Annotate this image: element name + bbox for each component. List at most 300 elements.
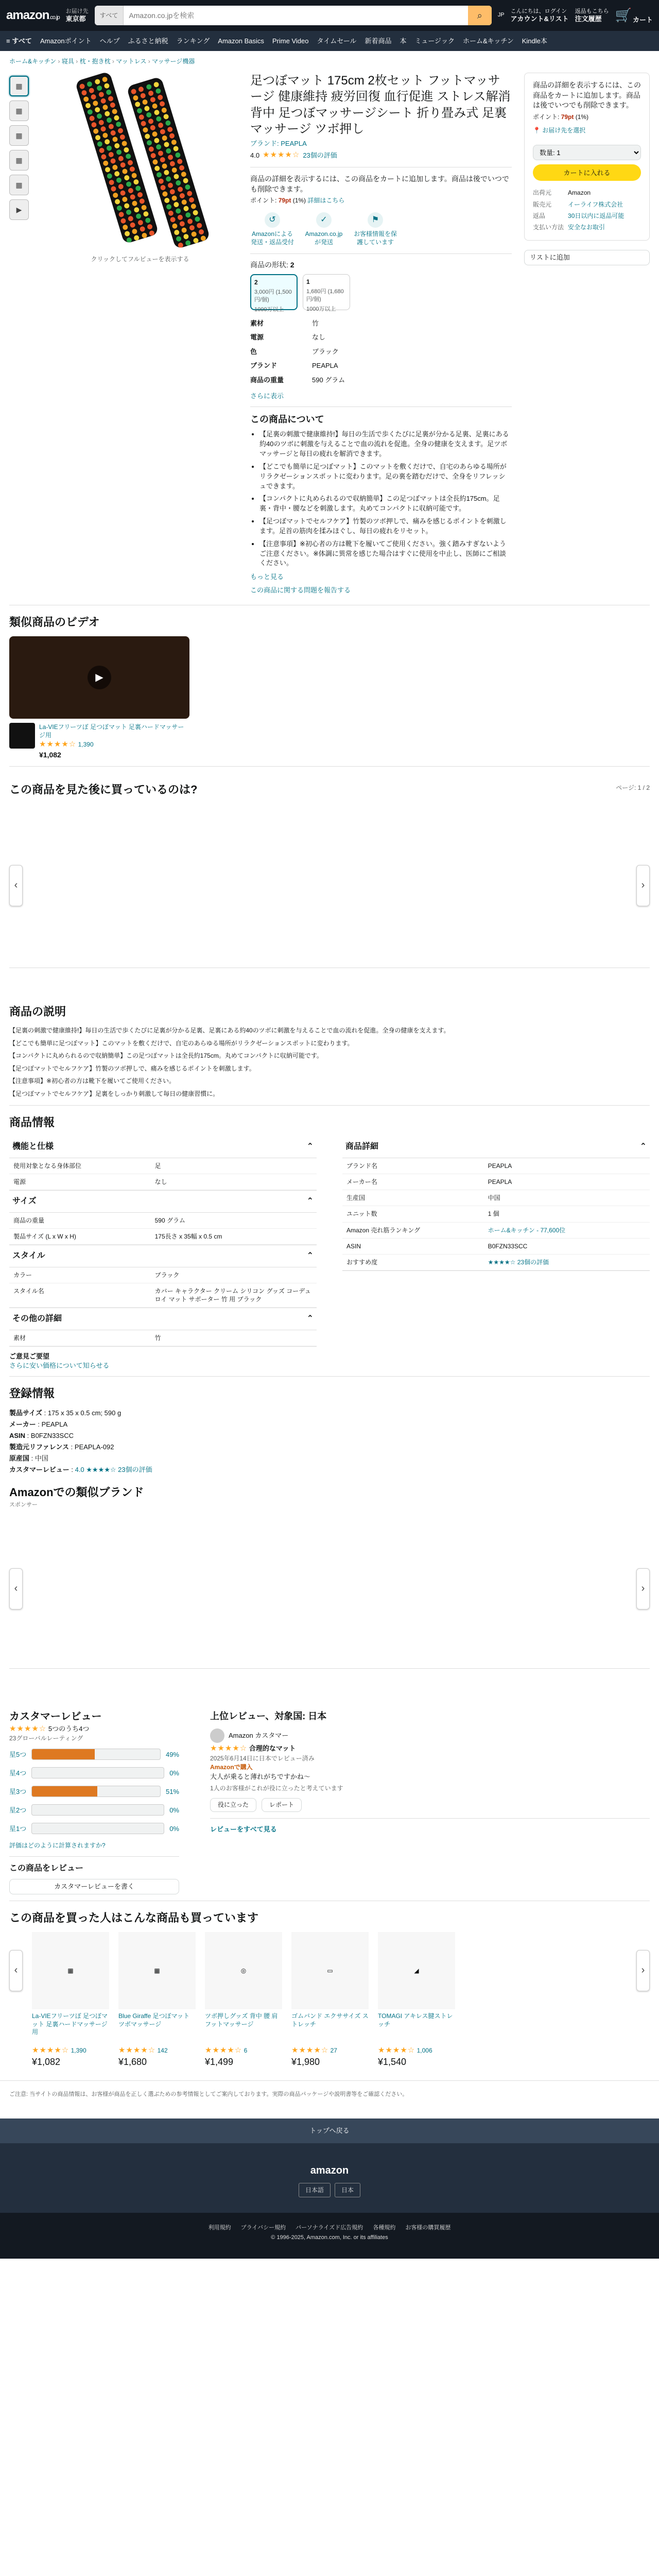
trust-badge-label: Amazon.co.jp が発送 <box>305 230 343 246</box>
product-card-title[interactable]: La-VIEフリーツぼ 足つぼマット 足裏ハードマッサージ用 <box>32 2012 108 2036</box>
product-card-title[interactable]: TOMAGI アキレス腱ストレッチ <box>378 2012 453 2028</box>
ship-key: 出荷元 <box>533 189 552 197</box>
nav-item[interactable]: Amazon Basics <box>218 37 264 45</box>
registration-title: 登録情報 <box>9 1387 55 1400</box>
video-player[interactable] <box>9 636 189 719</box>
breadcrumb-item[interactable]: › マッサージ機器 <box>148 58 195 65</box>
accordion-title: サイズ <box>12 1197 37 1206</box>
nav-item[interactable]: ミュージック <box>414 37 455 45</box>
info-row <box>342 1190 650 1206</box>
mat-stone <box>160 157 166 163</box>
info-key: Amazon 売れ筋ランキング <box>342 1222 484 1238</box>
mat-stone <box>118 183 124 190</box>
product-card-count: 1,390 <box>71 2046 86 2054</box>
mat-stone <box>162 163 168 169</box>
product-card-price: ¥1,499 <box>205 2057 234 2067</box>
footer-logo[interactable]: amazon <box>310 2164 349 2176</box>
histogram-row[interactable] <box>9 1749 179 1760</box>
points-detail: (1%) <box>292 197 306 205</box>
mat-stone <box>97 141 103 147</box>
divider <box>9 1376 650 1377</box>
mat-stone <box>87 109 93 115</box>
cart-icon: 🛒 <box>615 7 632 23</box>
amazon-logo[interactable] <box>6 7 60 24</box>
shipping-info <box>533 187 628 233</box>
seller-link[interactable]: イーライフ株式会社 <box>568 200 623 208</box>
histogram-bar <box>31 1749 161 1760</box>
reg-row: 製造元リファレンス : PEAPLA-092 <box>9 1443 114 1451</box>
chevron-left-icon[interactable]: ‹ <box>9 1568 23 1609</box>
points-row <box>250 196 512 205</box>
mat-stone <box>135 185 141 192</box>
nav-all[interactable]: ≡ すべて <box>6 37 32 45</box>
mat-stone <box>163 113 169 120</box>
mat-stone <box>121 141 127 147</box>
deliver-to-label: お届け先 <box>65 8 89 14</box>
product-card-image: ▦ <box>32 1932 109 2009</box>
mat-stone <box>133 207 140 213</box>
mat-stone <box>108 124 114 130</box>
thumbnail[interactable]: ▦ <box>9 100 29 121</box>
mat-stone <box>155 144 162 150</box>
add-to-cart-button[interactable]: カートに入れる <box>533 164 641 181</box>
about-title: この商品について <box>250 414 324 425</box>
nav-item[interactable]: ふるさと納税 <box>128 37 168 45</box>
mat-stone <box>127 188 133 194</box>
helpful-button[interactable]: 役に立った <box>210 1798 256 1812</box>
info-value: 足 <box>151 1158 317 1174</box>
chevron-up-icon: ⌃ <box>639 1142 647 1151</box>
accordion-header[interactable] <box>9 1308 317 1330</box>
reviews-title: カスタマーレビュー <box>9 1711 102 1722</box>
reg-key: 製品サイズ <box>9 1409 42 1417</box>
mat-stone <box>125 181 131 188</box>
product-card-image: ◎ <box>205 1932 282 2009</box>
search-category[interactable]: すべて <box>95 6 124 25</box>
mat-stone <box>126 237 132 243</box>
info-value: PEAPLA <box>484 1174 650 1190</box>
video-product-image <box>9 723 35 749</box>
mat-stone <box>153 109 160 115</box>
reviewer-name: Amazon カスタマー <box>229 1731 289 1739</box>
footer-link[interactable]: プライバシー規約 <box>240 2224 286 2231</box>
info-row <box>342 1174 650 1190</box>
orders-line2: 注文履歴 <box>575 14 602 23</box>
top-reviews-title: 上位レビュー、対象国: 日本 <box>210 1711 327 1721</box>
carousel-page: ページ: 1 / 2 <box>616 784 650 792</box>
info-value: 中国 <box>484 1190 650 1206</box>
mat-stone <box>104 111 110 117</box>
description-title: 商品の説明 <box>9 1005 66 1019</box>
shipped-icon: ✓ <box>316 212 332 228</box>
rating-stars[interactable]: ★★★★☆ <box>263 150 300 160</box>
mat-stone <box>94 79 100 85</box>
chevron-left-icon[interactable]: ‹ <box>9 865 23 906</box>
product-card-title[interactable]: ツボ押しグッズ 背中 腰 肩 フットマッサージ <box>205 2012 278 2028</box>
mat-stone <box>124 231 130 237</box>
main-product-image[interactable] <box>42 73 238 248</box>
product-card-stars: ★★★★☆ <box>205 2045 242 2055</box>
variant-name: 1 <box>306 278 310 285</box>
about-more-link[interactable]: もっと見る <box>250 573 284 581</box>
orders-link[interactable] <box>575 8 609 23</box>
nav-item[interactable]: Prime Video <box>272 37 309 45</box>
info-value: 175長さ x 35幅 x 0.5 cm <box>151 1229 317 1245</box>
payment-link[interactable]: 安全なお取引 <box>568 223 605 231</box>
histogram-row[interactable] <box>9 1804 179 1816</box>
divider <box>9 766 650 767</box>
mat-stone <box>150 152 156 159</box>
mat-stone <box>161 135 167 141</box>
product-card-count: 142 <box>157 2046 168 2054</box>
mat-stone <box>119 134 125 140</box>
mat-stone <box>94 107 100 113</box>
all-reviews-link[interactable]: レビューをすべて見る <box>210 1825 277 1834</box>
spec-row <box>250 359 351 373</box>
registration-section <box>0 1376 659 1476</box>
mat-stone <box>171 167 177 173</box>
mat-stone <box>168 210 174 216</box>
nav-item[interactable]: ヘルプ <box>99 37 120 45</box>
mat-stone <box>159 101 165 107</box>
brand-link[interactable]: ブランド: PEAPLA <box>250 139 307 147</box>
info-value: カバー キャラクター クリーム シリコン グッズ コーデュロイ マット サポーター 竹 用 ブラック <box>151 1283 317 1307</box>
info-key: カラー <box>9 1267 151 1283</box>
product-card-title[interactable]: ゴムバンド エクササイズ ストレッチ <box>291 2012 369 2028</box>
mat-stone <box>155 88 161 94</box>
mat-stone <box>106 89 112 95</box>
brands-carousel <box>9 1509 650 1669</box>
review-helpful-count: 1人のお客様がこれが役に立ったと考えています <box>210 1784 343 1792</box>
price-notice: 商品の詳細を表示するには、この商品をカートに追加します。商品は後でいつでも削除できます。 <box>250 174 509 194</box>
nav-item[interactable]: Kindle本 <box>522 37 547 45</box>
chevron-up-icon: ⌃ <box>306 1251 314 1261</box>
mat-stone <box>102 104 108 110</box>
histogram-row[interactable] <box>9 1786 179 1797</box>
mat-stone <box>108 96 114 102</box>
variant-selector <box>250 260 512 313</box>
nav-item[interactable]: ホーム&キッチン <box>462 37 514 45</box>
accordion-header[interactable] <box>9 1245 317 1267</box>
accordion-header[interactable] <box>9 1191 317 1213</box>
product-card[interactable] <box>205 1932 282 2069</box>
avatar <box>210 1728 224 1743</box>
accordion-header[interactable] <box>9 1136 317 1158</box>
sponsored-label: スポンサー <box>9 1502 38 1509</box>
cart-button[interactable] <box>615 6 653 24</box>
mat-stone <box>147 90 153 96</box>
histogram-bar <box>31 1804 164 1816</box>
top-reviews <box>210 1710 650 1894</box>
mat-stone <box>149 97 155 103</box>
info-row <box>9 1213 317 1229</box>
rating-link[interactable]: ★★★★☆ 23個の評価 <box>484 1254 650 1270</box>
footer-link[interactable]: 各種規約 <box>373 2224 396 2231</box>
back-to-top[interactable]: トップへ戻る <box>0 2119 659 2143</box>
mat-stone <box>193 238 199 244</box>
bought-also-section <box>0 1901 659 2068</box>
spec-more-link[interactable]: さらに表示 <box>250 392 284 400</box>
reg-row: 製品サイズ : 175 x 35 x 0.5 cm; 590 g <box>9 1409 122 1417</box>
nav-item[interactable]: 新着商品 <box>365 37 392 45</box>
how-calculated-link[interactable]: 評価はどのように計算されますか? <box>9 1842 106 1850</box>
deliver-link[interactable]: 📍 お届け先を選択 <box>533 127 586 134</box>
deliver-link-label: お届け先を選択 <box>542 127 586 134</box>
mat-stone <box>172 146 179 152</box>
info-key: 使用対象となる身体部位 <box>9 1158 151 1174</box>
video-product-count[interactable]: 1,390 <box>78 741 94 749</box>
mat-stone <box>171 223 178 229</box>
info-key: ASIN <box>342 1238 484 1254</box>
info-row <box>9 1158 317 1174</box>
accordion <box>342 1136 650 1271</box>
mat-stone <box>106 145 112 151</box>
mat-stone <box>144 133 150 140</box>
footer-link[interactable]: 利用規約 <box>208 2224 231 2231</box>
search-icon[interactable]: ⌕ <box>468 6 492 25</box>
product-card[interactable] <box>32 1932 109 2069</box>
mat-stone <box>164 197 170 204</box>
play-icon[interactable]: ▶ <box>88 666 111 689</box>
mat-stone <box>110 158 116 164</box>
chevron-right-icon[interactable]: › <box>636 865 650 906</box>
reg-key: 原産国 <box>9 1454 30 1463</box>
accordion-title: スタイル <box>12 1251 45 1261</box>
footer-country[interactable]: 日本 <box>335 2183 360 2197</box>
spec-key: 色 <box>250 347 257 355</box>
report-link[interactable]: この商品に関する問題を報告する <box>250 586 351 594</box>
buy-box <box>524 73 650 241</box>
mat-stone <box>112 192 118 198</box>
trust-badge[interactable] <box>250 212 294 246</box>
info-key: ユニット数 <box>342 1206 484 1222</box>
returns-link[interactable]: 30日以内に返品可能 <box>568 212 625 219</box>
spec-key: ブランド <box>250 362 278 370</box>
search-input[interactable] <box>124 6 467 25</box>
info-key: 製品サイズ (L x W x H) <box>9 1229 151 1245</box>
reg-key: カスタマーレビュー <box>9 1466 70 1474</box>
description-paragraph: 【足裏の刺激で健康維持!】毎日の生活で歩くたびに足裏が分かる足裏、足裏にある約40のツボに刺激を与えることで血の流れを促進。全身の健康を支えます。 <box>9 1027 450 1034</box>
mat-stone <box>98 120 105 126</box>
mat-stone <box>176 236 182 242</box>
ship-row <box>533 199 628 210</box>
main-image-block <box>42 73 238 599</box>
mat-stone <box>169 161 175 167</box>
video-thumbnail[interactable]: ▶ <box>9 199 29 220</box>
chevron-left-icon[interactable]: ‹ <box>9 1950 23 1991</box>
thumbnail[interactable]: ▦ <box>9 175 29 195</box>
account-label: アカウント&リスト <box>510 14 569 23</box>
nav-item[interactable]: タイムセール <box>317 37 357 45</box>
nav-item[interactable]: 本 <box>400 37 407 45</box>
mat-stone <box>162 191 168 197</box>
review <box>210 1728 650 1812</box>
mat-stone <box>133 235 140 241</box>
video-product-title[interactable]: La-VIEフリーツぼ 足つぼマット 足裏ハードマッサージ用 <box>39 723 184 739</box>
points-link[interactable]: 詳細はこちら <box>307 197 345 205</box>
product-details <box>250 73 512 599</box>
chevron-up-icon: ⌃ <box>306 1142 314 1151</box>
report-button[interactable]: レポート <box>262 1798 302 1812</box>
product-card-stars: ★★★★☆ <box>378 2045 415 2055</box>
mat-stone <box>145 217 151 224</box>
mat-stone <box>169 189 176 195</box>
also-viewed-section <box>0 766 659 969</box>
ranking-link[interactable]: ホーム&キッチン - 77,600位 <box>484 1222 650 1238</box>
mat-stone <box>114 171 120 177</box>
thumbnail[interactable]: ▦ <box>9 76 29 96</box>
spec-key: 素材 <box>250 319 264 327</box>
chevron-right-icon[interactable]: › <box>636 1950 650 1991</box>
trust-badge[interactable] <box>302 212 346 246</box>
mat-stone <box>115 149 122 155</box>
write-review-button[interactable]: カスタマーレビューを書く <box>9 1879 179 1894</box>
footer <box>0 2143 659 2213</box>
about-bullet: • 【足つぼマットでセルフケア】竹製のツボ押しで、痛みを感じるポイントを刺激します。足首の筋肉を揉みほぐし、毎日の疲れをリセット。 <box>259 517 512 536</box>
feedback-title: ご意見ご要望 <box>9 1352 50 1361</box>
mat-stone <box>109 102 115 108</box>
brands-title: Amazonでの類似ブランド <box>9 1486 144 1499</box>
rating-row <box>250 150 512 160</box>
breadcrumb-item[interactable]: › マットレス <box>112 58 147 65</box>
info-row <box>9 1174 317 1190</box>
mat-stone <box>141 205 147 211</box>
product-title: 足つぼマット 175cm 2枚セット フットマッサージ 健康維持 疲労回復 血行促進 ストレス解消 背中 足つぼマッサージシート 折り畳み式 足裏マッサージ ツボ押し <box>250 74 511 136</box>
mat-stone <box>137 219 143 226</box>
mat-stone <box>158 150 164 156</box>
mat-stone <box>119 162 126 168</box>
chevron-up-icon: ⌃ <box>306 1314 314 1324</box>
variant-sub: 1000万以上 <box>254 306 284 313</box>
product-card[interactable] <box>291 1932 369 2069</box>
histogram-fill <box>32 1786 97 1797</box>
review-headline[interactable]: 合理的なマット <box>249 1744 296 1753</box>
info-key: メーカー名 <box>342 1174 484 1190</box>
info-row <box>342 1206 650 1222</box>
variant-detail: 1,680円 (1,680円/個) <box>306 288 344 302</box>
info-key: スタイル名 <box>9 1283 151 1307</box>
mat-stone <box>161 107 167 113</box>
footer-link[interactable]: お客様の購買履歴 <box>405 2224 451 2231</box>
mat-stone <box>79 83 85 90</box>
mat-stone <box>139 226 145 232</box>
also-viewed-title: この商品を見た後に買っているのは? <box>9 783 198 796</box>
disclaimer: ご注意: 当サイトの商品情報は、お客様が商品を正しく選ぶための参考情報としてご案内しております。実際の商品パッケージや説明書等をご確認ください。 <box>0 2080 659 2108</box>
mat-stone <box>131 173 137 179</box>
mat-stone <box>122 168 128 175</box>
mat-stone <box>173 201 179 208</box>
mat-stone <box>120 218 126 224</box>
accordion-header[interactable] <box>342 1136 650 1158</box>
product-card[interactable] <box>378 1932 455 2069</box>
mat-stone <box>108 151 114 158</box>
spec-row <box>250 330 351 345</box>
mat-stone <box>183 233 189 240</box>
mat-stone <box>181 199 187 205</box>
breadcrumb-item[interactable]: › 枕・抱き枕 <box>76 58 110 65</box>
rating-count[interactable]: 23個の評価 <box>303 151 337 159</box>
nav-item[interactable]: Amazonポイント <box>40 37 92 45</box>
variant-option[interactable] <box>250 274 298 313</box>
divider <box>250 253 512 254</box>
footer-bottom <box>0 2213 659 2259</box>
mat-stone <box>141 232 147 239</box>
verified-badge: Amazonで購入 <box>210 1764 253 1771</box>
breadcrumb-item[interactable]: ホーム&キッチン <box>9 58 57 65</box>
mat-stone <box>160 184 166 191</box>
product-card-stars: ★★★★☆ <box>291 2045 329 2055</box>
histogram-row[interactable] <box>9 1767 179 1778</box>
mat-stone <box>169 133 175 139</box>
deliver-to[interactable] <box>66 8 89 23</box>
description-paragraph: 【注意事項】※初心者の方は靴下を履いてご使用ください。 <box>9 1077 176 1085</box>
language-selector[interactable]: JP <box>497 12 505 19</box>
histogram-row[interactable] <box>9 1823 179 1834</box>
trust-badge[interactable] <box>353 212 397 246</box>
nav-item[interactable]: ランキング <box>176 37 210 45</box>
mat-stone <box>126 209 132 215</box>
breadcrumb-item[interactable]: › 寝具 <box>58 58 74 65</box>
mat-stone <box>147 224 153 230</box>
add-to-list-button[interactable]: リストに追加 <box>524 250 650 265</box>
divider <box>9 1105 650 1106</box>
variant-option[interactable] <box>303 274 350 310</box>
mat-stone <box>128 215 134 222</box>
chevron-right-icon[interactable]: › <box>636 1568 650 1609</box>
spec-value: PEAPLA <box>312 362 338 370</box>
mat-stone <box>157 122 163 128</box>
breadcrumb <box>0 51 659 73</box>
rating-value: 4.0 <box>250 151 260 159</box>
product-card-title[interactable]: Blue Giraffe 足つぼマット ツボマッサージ <box>118 2012 190 2028</box>
mat-stone <box>129 166 135 172</box>
buybox-points <box>533 113 641 121</box>
account-menu[interactable] <box>511 8 569 23</box>
histogram-label: 星4つ <box>9 1769 27 1777</box>
mat-stone <box>95 134 101 141</box>
feedback-link[interactable]: さらに安い価格について知らせる <box>9 1361 110 1369</box>
quantity-select[interactable] <box>533 145 641 160</box>
ship-row <box>533 187 628 198</box>
product-card[interactable] <box>118 1932 196 2069</box>
mat-stone <box>177 214 183 221</box>
buybox-points-value: 79pt <box>561 113 574 121</box>
mat-stone <box>196 223 202 229</box>
video-product[interactable] <box>9 723 189 760</box>
mat-stone <box>185 212 191 218</box>
reviews-summary-text: 5つのうち4つ <box>48 1725 90 1733</box>
mat-stone <box>200 235 206 242</box>
reg-key: 製造元リファレンス <box>9 1443 70 1451</box>
product-card-price: ¥1,082 <box>32 2057 61 2067</box>
mat-stone <box>142 127 148 133</box>
mat-stone <box>178 242 184 248</box>
product-card-image: ◢ <box>378 1932 455 2009</box>
footer-language[interactable]: 日本語 <box>299 2183 331 2197</box>
spec-table <box>250 316 351 387</box>
points-value: 79pt <box>278 197 291 205</box>
thumbnail[interactable]: ▦ <box>9 150 29 171</box>
reg-rating-link[interactable]: 4.0 ★★★★☆ 23個の評価 <box>75 1466 152 1474</box>
accordion-title: 機能と仕様 <box>12 1142 54 1151</box>
description-paragraph: 【足つぼマットでセルフケア】竹製のツボ押しで、痛みを感じるポイントを刺激します。 <box>9 1064 255 1072</box>
secure-icon: ⚑ <box>368 212 383 228</box>
footer-link[interactable]: パーソナライズド広告規約 <box>296 2224 363 2231</box>
header-bar <box>0 0 659 31</box>
reg-row: カスタマーレビュー : 4.0 ★★★★☆ 23個の評価 <box>9 1466 152 1474</box>
reviews-section <box>0 1710 659 1894</box>
thumbnail[interactable]: ▦ <box>9 125 29 146</box>
